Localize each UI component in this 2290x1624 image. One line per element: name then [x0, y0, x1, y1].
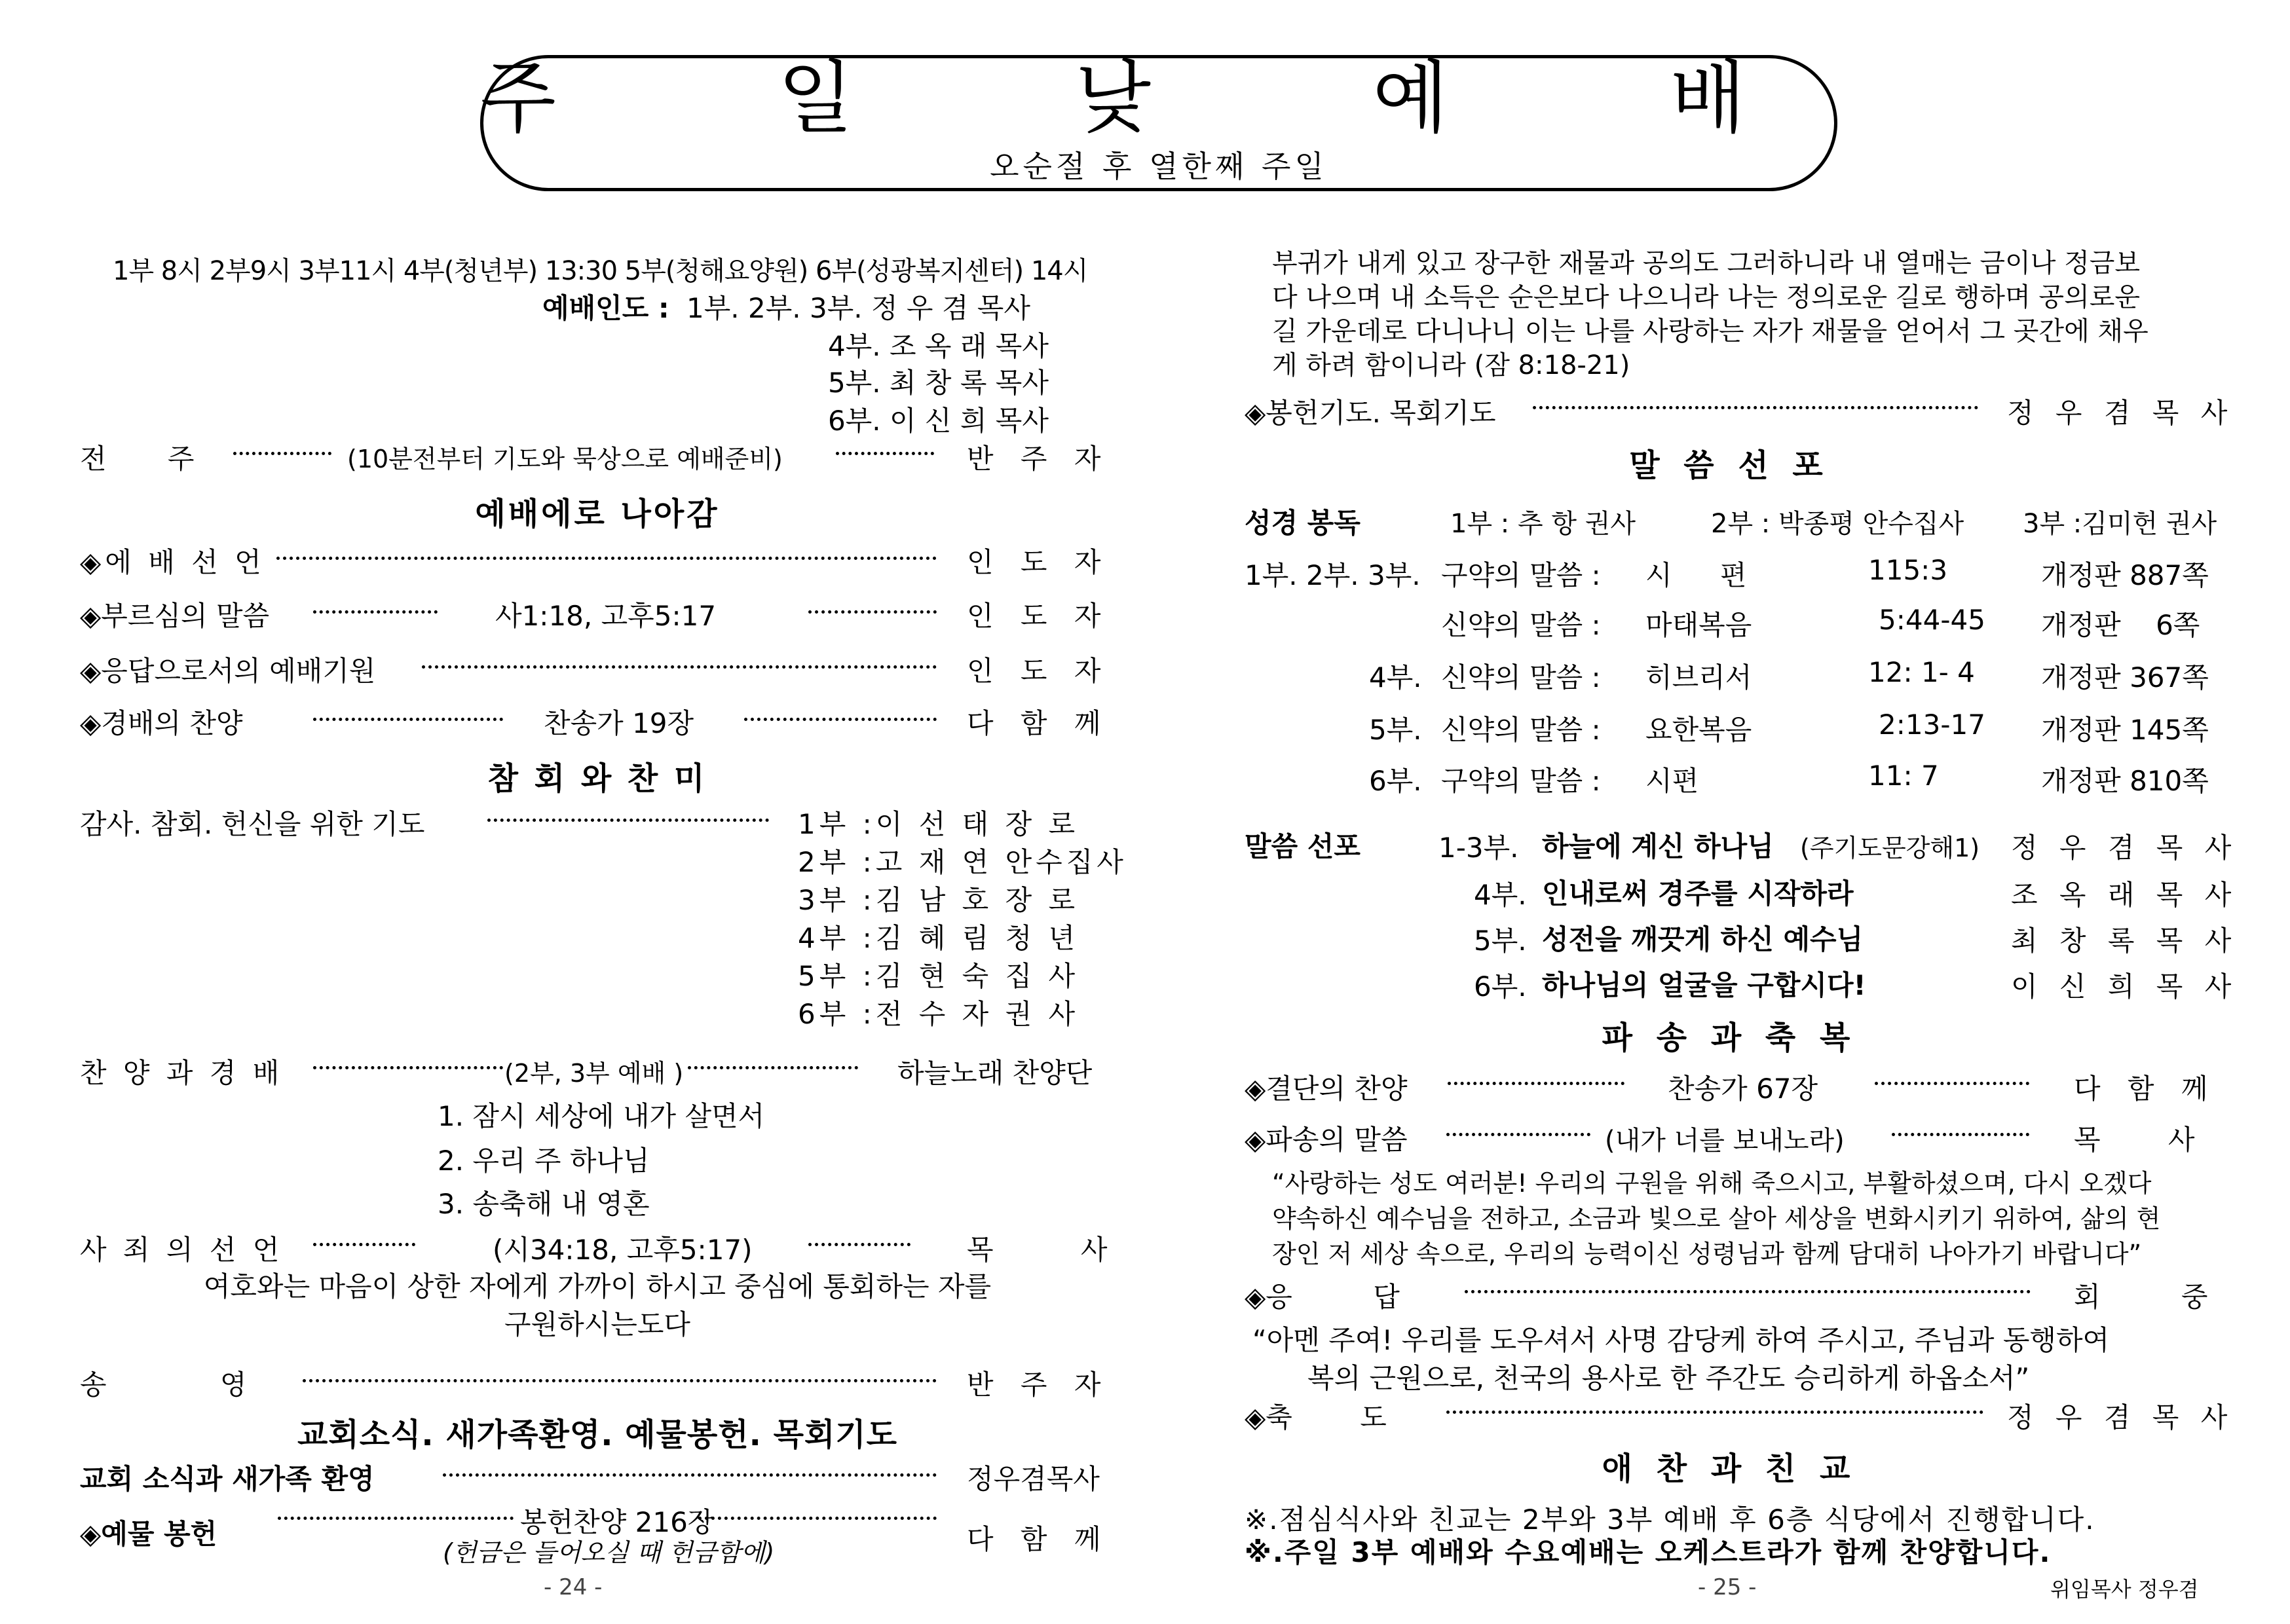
reading-book: 시편 — [1645, 765, 1699, 797]
service-schedule: 1부 8시 2부9시 3부11시 4부(청년부) 13:30 5부(청해요양원) 6부(성광복지센터) 14시 — [113, 256, 1088, 286]
dotted-leader — [1875, 1082, 2029, 1085]
dotted-leader — [688, 1066, 858, 1069]
order-item-label: ◈부르심의 말씀 — [80, 600, 270, 632]
sermon-title: 성전을 깨끗게 하신 예수님 — [1542, 923, 1864, 955]
dotted-leader — [303, 1379, 937, 1382]
page-subtitle: 오순절 후 열한째 주일 — [990, 149, 1328, 184]
prayer-leader: 5부 :김 현 숙 집 사 — [798, 960, 1079, 992]
closing-hymn-number: 찬송가 67장 — [1668, 1073, 1818, 1105]
prayer-leader: 3부 :김 남 호 장 로 — [798, 884, 1079, 916]
absolution-text: 여호와는 마음이 상한 자에게 가까이 하시고 중심에 통회하는 자를 — [203, 1270, 992, 1302]
section-heading: 예배에로 나아감 — [475, 496, 720, 532]
sending-label: ◈파송의 말씀 — [1245, 1124, 1408, 1156]
response-label: ◈응 답 — [1245, 1281, 1400, 1313]
sermon-preacher: 최 창 록 목 사 — [2011, 925, 2238, 957]
dotted-leader — [1892, 1133, 2029, 1136]
reading-group: 4부. — [1369, 661, 1422, 693]
dotted-leader — [698, 1517, 937, 1520]
sending-text: 장인 저 세상 속으로, 우리의 능력이신 성령님과 함께 담대히 나아가기 바랍니다” — [1272, 1240, 2142, 1268]
reading-group: 1부. 2부. 3부. — [1245, 559, 1421, 591]
closing-hymn-performer: 다 함 께 — [2074, 1073, 2217, 1105]
dotted-leader — [808, 1243, 910, 1246]
dotted-leader — [1446, 1411, 1983, 1414]
section-heading: 애 찬 과 친 교 — [1602, 1450, 1857, 1487]
notice-line: ※.주일 3부 예배와 수요예배는 오케스트라가 함께 찬양합니다. — [1245, 1536, 2052, 1568]
reading-page: 개정판 6쪽 — [2041, 609, 2200, 641]
reading-page: 개정판 145쪽 — [2041, 714, 2209, 746]
news-label: 교회 소식과 새가족 환영 — [80, 1463, 375, 1495]
dotted-leader — [744, 718, 937, 721]
reading-kind: 신약의 말씀 : — [1441, 609, 1601, 641]
absolution-ref: (시34:18, 고후5:17) — [493, 1234, 753, 1266]
leader-line: 5부. 최 창 록 목사 — [828, 367, 1049, 399]
leader-line: 4부. 조 옥 래 목사 — [828, 330, 1049, 362]
absolution-label: 사 죄 의 선 언 — [80, 1234, 284, 1266]
dotted-leader — [313, 1066, 503, 1069]
section-heading: 참 회 와 찬 미 — [487, 760, 707, 797]
offering-prayer-label: ◈봉헌기도. 목회기도 — [1245, 397, 1496, 429]
dotted-leader — [422, 665, 937, 669]
blessing-leader: 정 우 겸 목 사 — [2007, 1401, 2234, 1433]
sermon-title: 하나님의 얼굴을 구합시다! — [1542, 969, 1866, 1001]
sermon-group: 4부. — [1474, 879, 1527, 911]
sermon-title: 하늘에 계신 하나님 — [1542, 830, 1774, 862]
dotted-leader — [233, 452, 331, 455]
reading-group: 5부. — [1369, 714, 1422, 746]
prayer-leader: 2부 :고 재 연 안수집사 — [798, 846, 1127, 878]
pastor-footer: 위임목사 정우겸 — [2050, 1577, 2199, 1602]
page-title: 주 일 낮 예 배 — [480, 53, 1845, 144]
reading-kind: 구약의 말씀 : — [1441, 559, 1601, 591]
prelude-label: 전 주 — [80, 443, 195, 475]
dotted-leader — [443, 1473, 937, 1477]
doxology-label: 송 영 — [80, 1369, 247, 1401]
reading-page: 개정판 810쪽 — [2041, 765, 2209, 797]
dotted-leader — [487, 819, 769, 822]
news-leader: 정우겸목사 — [967, 1463, 1100, 1495]
prayer-leader: 4부 :김 혜 림 청 년 — [798, 922, 1079, 954]
response-text: “아멘 주여! 우리를 도우셔서 사명 감당케 하여 주시고, 주님과 동행하여 — [1252, 1324, 2110, 1356]
blessing-label: ◈축 도 — [1245, 1401, 1387, 1433]
reading-page: 개정판 887쪽 — [2041, 559, 2209, 591]
section-heading: 파 송 과 축 복 — [1602, 1020, 1857, 1056]
absolution-leader: 목 사 — [967, 1234, 1108, 1266]
prayer-leader: 1부 :이 선 태 장 로 — [798, 808, 1079, 840]
hymn-number: 찬송가 19장 — [544, 707, 694, 739]
closing-hymn-label: ◈결단의 찬양 — [1245, 1073, 1408, 1105]
prayer-leader: 6부 :전 수 자 권 사 — [798, 998, 1079, 1030]
notice-line: ※.점심식사와 친교는 2부와 3부 예배 후 6층 식당에서 진행합니다. — [1245, 1504, 2095, 1536]
section-heading: 교회소식. 새가족환영. 예물봉헌. 목회기도 — [297, 1416, 898, 1453]
sermon-preacher: 이 신 희 목 사 — [2011, 970, 2238, 1003]
sermon-preacher: 조 옥 래 목 사 — [2011, 879, 2238, 911]
reading-ref: 12: 1- 4 — [1868, 656, 1975, 688]
sending-leader: 목 사 — [2074, 1124, 2195, 1156]
sermon-group: 5부. — [1474, 925, 1527, 957]
dotted-leader — [278, 1517, 514, 1520]
reading-kind: 구약의 말씀 : — [1441, 765, 1601, 797]
reading-kind: 신약의 말씀 : — [1441, 661, 1601, 693]
dotted-leader — [276, 557, 937, 560]
dotted-leader — [313, 718, 503, 721]
order-item-label: ◈경배의 찬양 — [80, 707, 243, 739]
reading-ref: 2:13-17 — [1879, 709, 1985, 741]
sermon-note: (주기도문강해1) — [1800, 834, 1980, 862]
leaders-label: 예배인도 : — [542, 292, 669, 324]
order-item-leader: 인 도 자 — [967, 546, 1110, 578]
order-item-label: ◈응답으로서의 예배기원 — [80, 655, 376, 687]
song-item: 3. 송축해 내 영혼 — [438, 1188, 650, 1220]
page-number: - 25 - — [1698, 1574, 1757, 1600]
reader: 3부 :김미헌 권사 — [2023, 509, 2217, 539]
reading-label: 성경 봉독 — [1245, 507, 1361, 539]
reading-ref: 11: 7 — [1868, 760, 1939, 792]
reading-ref: 5:44-45 — [1879, 604, 1985, 636]
sermon-group: 6부. — [1474, 970, 1527, 1003]
scripture-verse: 길 가운데로 다니나니 이는 나를 사랑하는 자가 재물을 얻어서 그 곳간에 채우 — [1272, 316, 2149, 346]
dotted-leader — [1533, 406, 1978, 409]
page-number: - 24 - — [544, 1574, 603, 1600]
response-leader: 회 중 — [2074, 1281, 2208, 1313]
dotted-leader — [1465, 1290, 2031, 1293]
dotted-leader — [313, 1243, 415, 1246]
sermon-label: 말씀 선포 — [1245, 830, 1361, 862]
offering-label: ◈예물 봉헌 — [80, 1518, 217, 1550]
order-item-leader: 인 도 자 — [967, 655, 1110, 687]
dotted-leader — [1446, 1133, 1590, 1136]
absolution-text: 구원하시는도다 — [504, 1308, 690, 1340]
reading-ref: 115:3 — [1868, 554, 1948, 586]
order-item-label: ◈에 배 선 언 — [80, 546, 265, 578]
reading-book: 요한복음 — [1645, 714, 1752, 746]
offering-note: (헌금은 들어오실 때 헌금함에) — [443, 1538, 775, 1567]
doxology-performer: 반 주 자 — [967, 1369, 1110, 1401]
sending-text: 약속하신 예수님을 전하고, 소금과 빛으로 살아 세상을 변화시키기 위하여, 삶의 현 — [1272, 1204, 2161, 1233]
praise-label: 찬 양 과 경 배 — [80, 1057, 284, 1089]
sermon-preacher: 정 우 겸 목 사 — [2011, 832, 2238, 864]
prayer-label: 감사. 참회. 헌신을 위한 기도 — [80, 808, 425, 840]
dotted-leader — [313, 610, 438, 614]
praise-note: (2부, 3부 예배 ) — [504, 1059, 684, 1088]
offering-prayer-leader: 정 우 겸 목 사 — [2007, 397, 2234, 429]
prelude-performer: 반 주 자 — [967, 443, 1110, 475]
leader-line: 6부. 이 신 희 목사 — [828, 405, 1049, 437]
sending-text: “사랑하는 성도 여러분! 우리의 구원을 위해 죽으시고, 부활하셨으며, 다시 오겠다 — [1272, 1169, 2152, 1198]
reading-book: 마태복음 — [1645, 609, 1752, 641]
sermon-group: 1-3부. — [1438, 832, 1519, 864]
sermon-title: 인내로써 경주를 시작하라 — [1542, 877, 1854, 910]
sending-ref: (내가 너를 보내노라) — [1605, 1126, 1845, 1156]
song-item: 2. 우리 주 하나님 — [438, 1145, 650, 1177]
reading-page: 개정판 367쪽 — [2041, 661, 2209, 693]
praise-team: 하늘노래 찬양단 — [897, 1057, 1093, 1089]
prelude-note: (10분전부터 기도와 묵상으로 예배준비) — [347, 445, 783, 473]
dotted-leader — [836, 452, 934, 455]
reading-book: 시 편 — [1645, 559, 1747, 591]
reading-group: 6부. — [1369, 765, 1422, 797]
scripture-verse: 부귀가 내게 있고 장구한 재물과 공의도 그러하니라 내 열매는 금이나 정금보 — [1272, 248, 2140, 278]
section-heading: 말 씀 선 포 — [1629, 447, 1830, 484]
order-item-leader: 다 함 께 — [967, 707, 1110, 739]
reading-kind: 신약의 말씀 : — [1441, 714, 1601, 746]
offering-performer: 다 함 께 — [967, 1523, 1110, 1555]
reader: 2부 : 박종평 안수집사 — [1711, 509, 1964, 539]
reading-book: 히브리서 — [1645, 661, 1752, 693]
scripture-verse: 다 나으며 내 소득은 순은보다 나으니라 나는 정의로운 길로 행하며 공의로운 — [1272, 282, 2140, 312]
song-item: 1. 잠시 세상에 내가 살면서 — [438, 1100, 765, 1132]
reader: 1부 : 추 항 권사 — [1450, 509, 1636, 539]
response-text: 복의 근원으로, 천국의 용사로 한 주간도 승리하게 하옵소서” — [1307, 1362, 2030, 1394]
dotted-leader — [808, 610, 937, 614]
order-item-leader: 인 도 자 — [967, 600, 1110, 632]
offering-hymn: 봉헌찬양 216장 — [520, 1506, 715, 1538]
scripture-ref: 사1:18, 고후5:17 — [495, 600, 717, 632]
dotted-leader — [1448, 1082, 1624, 1085]
leader-line: 1부. 2부. 3부. 정 우 겸 목사 — [686, 292, 1030, 324]
scripture-verse: 게 하려 함이니라 (잠 8:18-21) — [1272, 350, 1630, 380]
